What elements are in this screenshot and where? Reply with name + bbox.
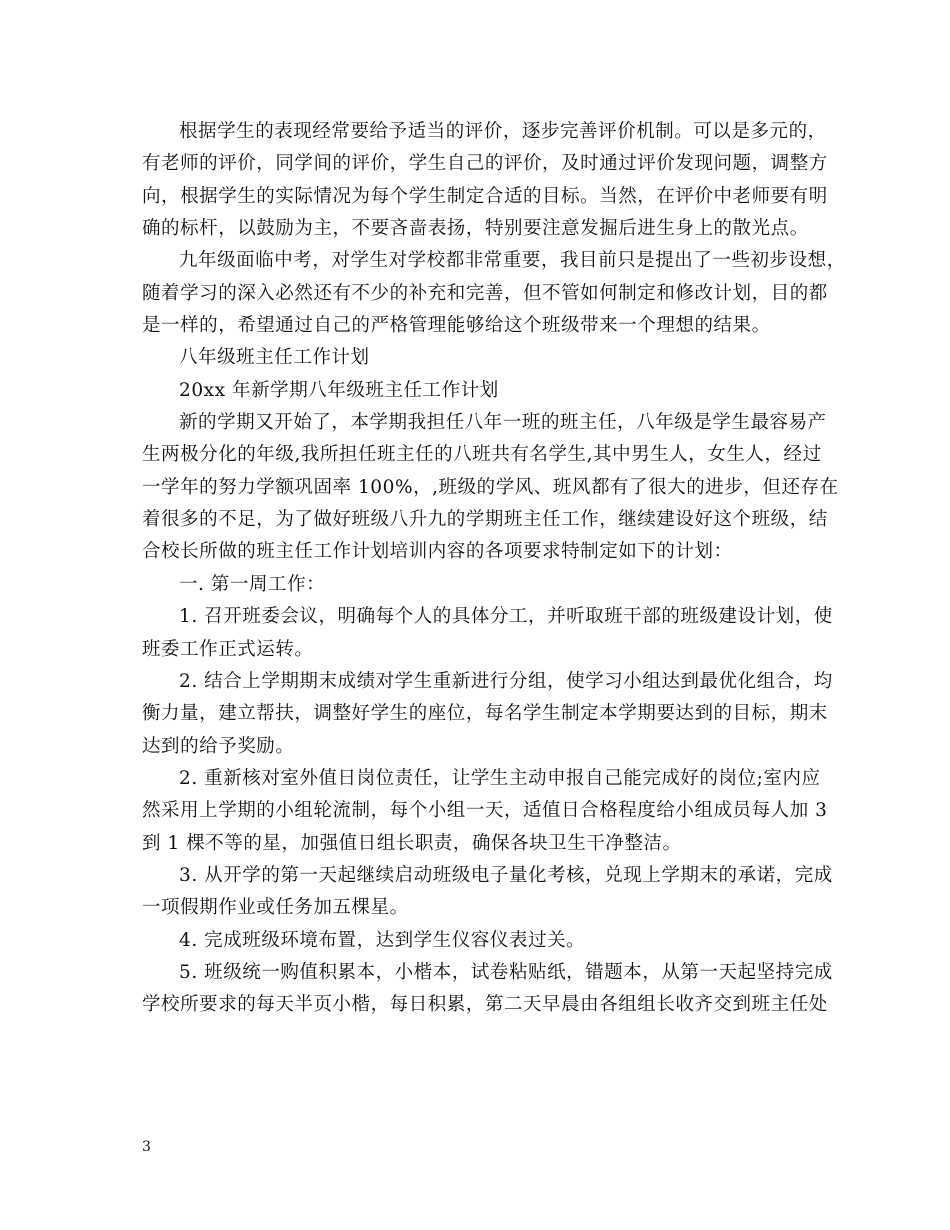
page-number: 3: [142, 1139, 151, 1155]
text-line: 1. 召开班委会议，明确每个人的具体分工，并听取班干部的班级建设计划，使: [179, 606, 833, 628]
text-line: 九年级面临中考，对学生对学校都非常重要，我目前只是提出了一些初步设想，: [179, 250, 846, 272]
text-line: 3. 从开学的第一天起继续启动班级电子量化考核，兑现上学期末的承诺，完成: [179, 864, 833, 886]
text-line: 达到的给予奖励。: [142, 735, 295, 757]
text-line: 然采用上学期的小组轮流制，每个小组一天，适值日合格程度给小组成员每人加 3: [142, 800, 828, 822]
text-line: 4. 完成班级环境布置，达到学生仪容仪表过关。: [179, 929, 586, 951]
text-line: 学校所要求的每天半页小楷，每日积累，第二天早晨由各组组长收齐交到班主任处: [142, 994, 828, 1016]
text-line: 2. 结合上学期期末成绩对学生重新进行分组，使学习小组达到最优化组合，均: [179, 670, 833, 692]
text-line: 新的学期又开始了，本学期我担任八年一班的班主任，八年级是学生最容易产: [179, 412, 827, 434]
text-line: 八年级班主任工作计划: [179, 347, 370, 369]
text-line: 是一样的，希望通过自己的严格管理能够给这个班级带来一个理想的结果。: [142, 315, 771, 337]
text-line: 20xx 年新学期八年级班主任工作计划: [179, 379, 499, 401]
text-line: 着很多的不足，为了做好班级八升九的学期班主任工作，继续建设好这个班级，结: [142, 509, 828, 531]
text-line: 有老师的评价，同学间的评价，学生自己的评价，及时通过评价发现问题，调整方: [142, 153, 828, 175]
text-line: 根据学生的表现经常要给予适当的评价，逐步完善评价机制。可以是多元的，: [179, 121, 827, 142]
text-line: 随着学习的深入必然还有不少的补充和完善，但不管如何制定和修改计划，目的都: [142, 282, 828, 304]
text-line: 一项假期作业或任务加五棵星。: [142, 897, 409, 919]
text-line: 生两极分化的年级,我所担任班主任的八班共有名学生,其中男生人，女生人，经过: [142, 444, 822, 466]
text-line: 一. 第一周工作：: [179, 573, 326, 595]
text-line: 5. 班级统一购值积累本，小楷本，试卷粘贴纸，错题本，从第一天起坚持完成: [179, 961, 833, 983]
text-line: 衡力量，建立帮扶，调整好学生的座位，每名学生制定本学期要达到的目标，期末: [142, 703, 828, 725]
document-body: [142, 116, 846, 1022]
text-line: 2. 重新核对室外值日岗位责任，让学生主动申报自己能完成好的岗位;室内应: [179, 767, 821, 789]
text-line: 一学年的努力学额巩固率 100%，,班级的学风、班风都有了很大的进步，但还存在: [142, 476, 839, 498]
text-line: 向，根据学生的实际情况为每个学生制定合适的目标。当然，在评价中老师要有明: [142, 185, 828, 207]
text-line: 合校长所做的班主任工作计划培训内容的各项要求特制定如下的计划：: [142, 541, 733, 563]
text-line: 班委工作正式运转。: [142, 638, 314, 660]
text-line: 到 1 棵不等的星，加强值日组长职责，确保各块卫生干净整洁。: [142, 832, 682, 854]
text-line: 确的标杆，以鼓励为主，不要吝啬表扬，特别要注意发掘后进生身上的散光点。: [142, 218, 809, 240]
